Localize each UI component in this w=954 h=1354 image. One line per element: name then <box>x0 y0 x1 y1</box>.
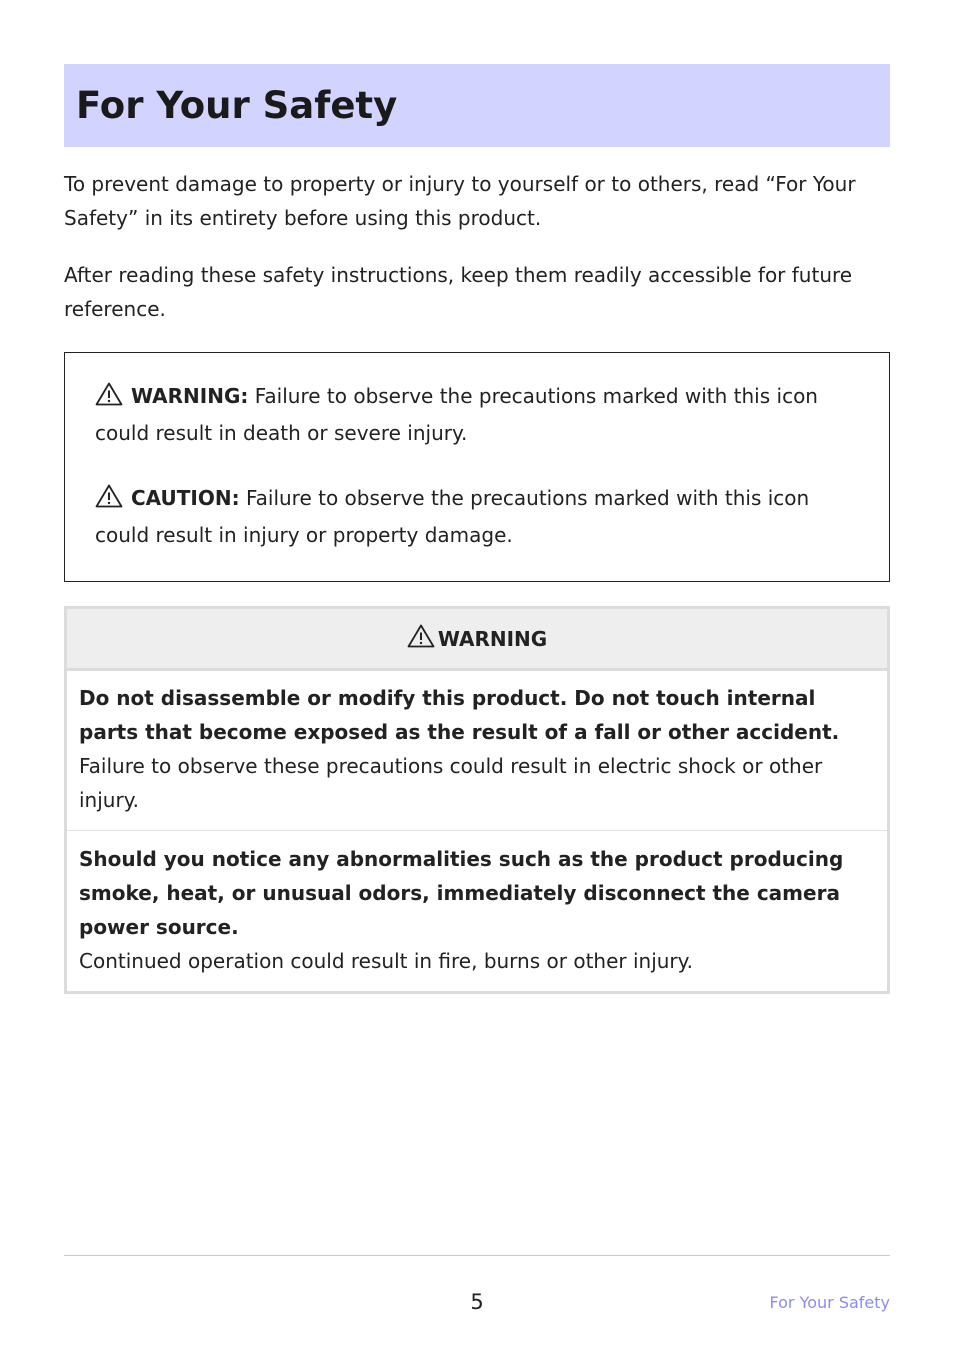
warning-table-header-label: WARNING <box>437 626 548 651</box>
warning-row <box>67 842 887 992</box>
page-title: For Your Safety <box>76 84 398 127</box>
footer-section-link[interactable]: For Your Safety <box>769 1293 890 1312</box>
warning-triangle-icon <box>95 382 123 416</box>
warning-table <box>64 606 890 994</box>
legend-warning <box>95 379 865 450</box>
legend-caution-label: CAUTION: <box>131 486 240 510</box>
warning-row-heading: Do not disassemble or modify this product. Do not touch internal parts that become exposed as the result of a fall or other accident. <box>79 686 840 744</box>
legend-caution <box>95 481 865 552</box>
warning-header-triangle-icon <box>407 624 435 653</box>
intro-paragraph-2: After reading these safety instructions, keep them readily accessible for future reference. <box>64 263 853 321</box>
title-banner <box>64 64 890 147</box>
icon-legend-box <box>64 352 890 582</box>
warning-table-header <box>67 609 887 671</box>
warning-row-body: Continued operation could result in fire, burns or other injury. <box>79 949 693 973</box>
warning-row-heading: Should you notice any abnormalities such as the product producing smoke, heat, or unusual odors, immediately disconnect the camera power source. <box>79 847 844 939</box>
footer-divider <box>64 1255 890 1256</box>
legend-caution-text: Failure to observe the precautions marked with this icon could result in injury or property damage. <box>95 486 810 547</box>
intro-paragraph-1: To prevent damage to property or injury to yourself or to others, read “For Your Safety” in its entirety before using this product. <box>64 172 856 230</box>
warning-row <box>67 681 887 831</box>
legend-warning-label: WARNING: <box>131 384 249 408</box>
legend-warning-text: Failure to observe the precautions marked with this icon could result in death or severe injury. <box>95 384 818 445</box>
warning-row-body: Failure to observe these precautions could result in electric shock or other injury. <box>79 754 823 812</box>
caution-triangle-icon <box>95 484 123 518</box>
page-number: 5 <box>470 1290 484 1314</box>
